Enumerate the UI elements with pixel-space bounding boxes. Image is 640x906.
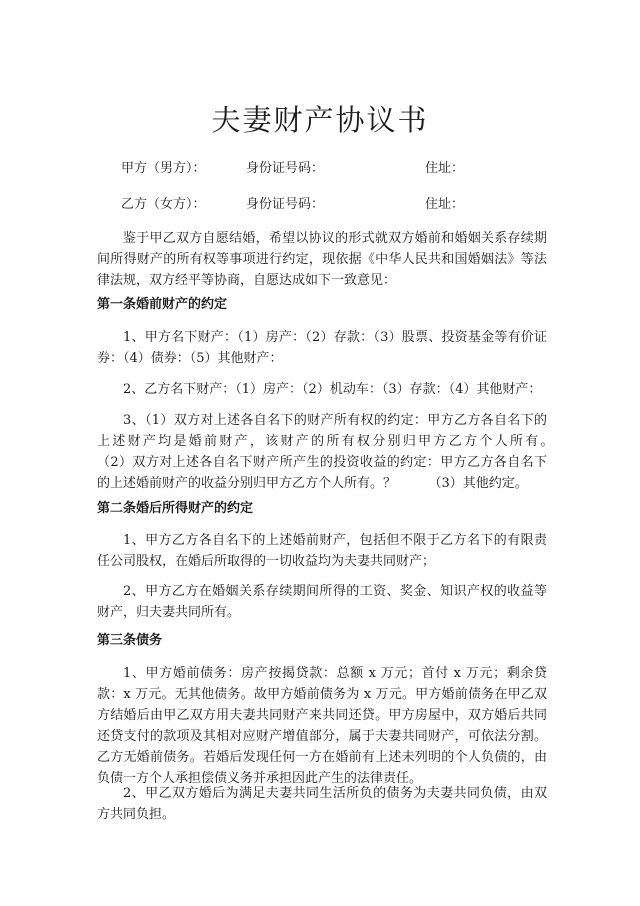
document-title: 夫妻财产协议书: [211, 103, 429, 137]
section-1-paragraph-3: 3、（1）双方对上述各自名下的财产所有权的约定：甲方乙方各自名下的上述财产均是婚前财产，该财产的所有权分别归甲方乙方个人所有。 （2）双方对上述各自名下财产所产生的投资收益的约定：甲方乙方各自名下的上述婚前财产的收益分别归甲方乙方个人所有。？ （3）其他约定。: [97, 413, 600, 491]
section-heading-marital-property: 第二条婚后所得财产的约定: [97, 501, 254, 516]
party-b-label: 乙方（女方）：: [121, 197, 206, 212]
section-heading-premarital-property: 第一条婚前财产的约定: [97, 297, 228, 312]
party-b-address-label: 住址：: [425, 197, 465, 212]
section-2-paragraph-2: 2、甲方乙方在婚姻关系存续期间所得的工资、奖金、知识产权的收益等财产，归夫妻共同所有。: [97, 584, 547, 620]
section-3-paragraph-1: 1、甲方婚前债务：房产按揭贷款：总额 x 万元；首付 x 万元；剩余贷款：x 万元。无其他债务。故甲方婚前债务为 x 万元。甲方婚前债务在甲乙双方结婚后由甲乙双方用夫妻共同财产来共同还贷。甲方房屋中，双方婚后共同还贷支付的款项及其相对应财产增值部分，属于夫妻共同财产，可依法分割。乙方无婚前债务。若婚后发现任何一方在婚前有上述未列明的个人负债的，由负债一方个人承担偿债义务并承担因此产生的法律责任。: [97, 666, 547, 786]
party-a-id-label: 身份证号码：: [246, 161, 325, 176]
party-b-id-label: 身份证号码：: [246, 197, 325, 212]
preamble-paragraph: 鉴于甲乙双方自愿结婚，希望以协议的形式就双方婚前和婚姻关系存续期间所得财产的所有权等事项进行约定，现依据《中华人民共和国婚姻法》等法律法规，双方经平等协商，自愿达成如下一致意见：: [97, 231, 547, 288]
section-heading-debts: 第三条债务: [97, 633, 163, 648]
section-1-paragraph-2: 2、乙方名下财产：（1）房产：（2）机动车：（3）存款：（4）其他财产：: [123, 382, 542, 397]
section-3-paragraph-2: 2、甲乙双方婚后为满足夫妻共同生活所负的债务为夫妻共同负债，由双方共同负担。: [97, 786, 547, 822]
party-a-address-label: 住址：: [425, 161, 465, 176]
party-a-label: 甲方（男方）：: [121, 161, 206, 176]
section-2-paragraph-1: 1、甲方乙方各自名下的上述婚前财产，包括但不限于乙方名下的有限责任公司股权，在婚后所取得的一切收益均为夫妻共同财产；: [97, 533, 547, 569]
section-1-paragraph-1: 1、甲方名下财产：（1）房产：（2）存款：（3）股票、投资基金等有价证券：（4）债券：（5）其他财产：: [97, 330, 547, 366]
